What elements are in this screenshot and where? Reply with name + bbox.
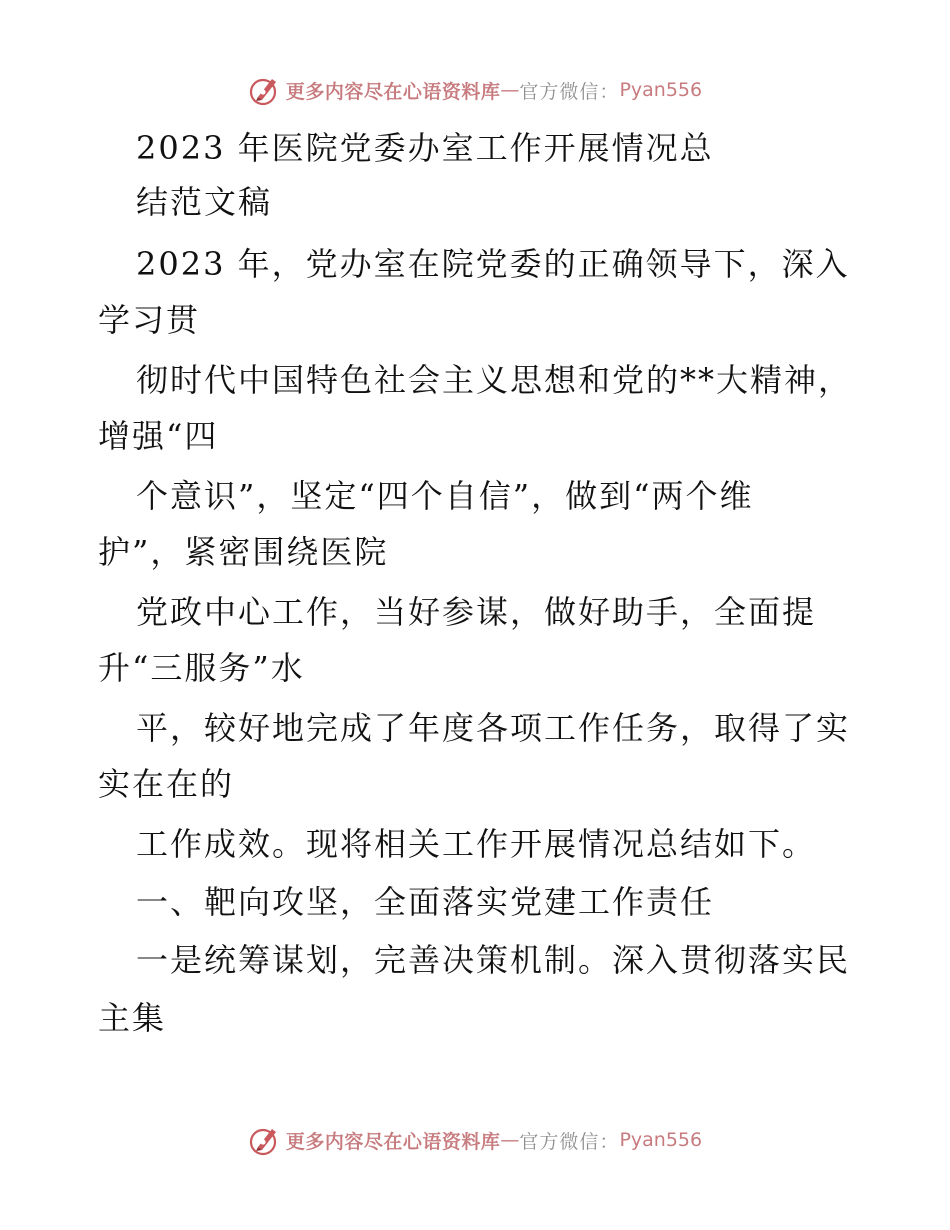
watermark-dash: — [500, 79, 520, 101]
pen-nib-circle-icon [248, 1123, 282, 1157]
doc-line: 个意识”，坚定“四个自信”，做到“两个维 [136, 477, 754, 515]
watermark-text: 更多内容尽在心语资料库 [285, 1130, 501, 1153]
footer-watermark [0, 1120, 950, 1160]
doc-line: 2023 年，党办室在院党委的正确领导下，深入 [136, 245, 850, 283]
watermark-wechat-id: Pyan556 [619, 79, 703, 101]
doc-title-line-2: 结范文稿 [136, 183, 273, 221]
doc-section-heading: 一、靶向攻坚，全面落实党建工作责任 [136, 883, 715, 921]
watermark-official-label: 官方微信： [519, 80, 620, 103]
doc-title-line-1: 2023 年医院党委办室工作开展情况总 [136, 129, 714, 167]
doc-line: 主集 [98, 999, 167, 1037]
doc-line: 实在在的 [98, 765, 235, 803]
pen-nib-circle-icon [248, 73, 282, 107]
doc-line: 增强“四 [98, 417, 219, 455]
watermark-text: 更多内容尽在心语资料库 [285, 80, 501, 103]
doc-line: 平，较好地完成了年度各项工作任务，取得了实 [136, 709, 851, 747]
watermark-official-label: 官方微信： [519, 1130, 620, 1153]
doc-line: 升“三服务”水 [98, 649, 305, 687]
doc-line: 护”，紧密围绕医院 [98, 533, 389, 571]
watermark-dash: — [500, 1129, 520, 1151]
doc-line: 学习贯 [98, 301, 201, 339]
doc-line: 一是统筹谋划，完善决策机制。深入贯彻落实民 [136, 941, 851, 979]
doc-line: 工作成效。现将相关工作开展情况总结如下。 [136, 825, 817, 863]
watermark-wechat-id: Pyan556 [619, 1129, 703, 1151]
doc-line: 党政中心工作，当好参谋，做好助手，全面提 [136, 593, 817, 631]
header-watermark [0, 70, 950, 110]
doc-line: 彻时代中国特色社会主义思想和党的**大精神， [136, 361, 853, 399]
